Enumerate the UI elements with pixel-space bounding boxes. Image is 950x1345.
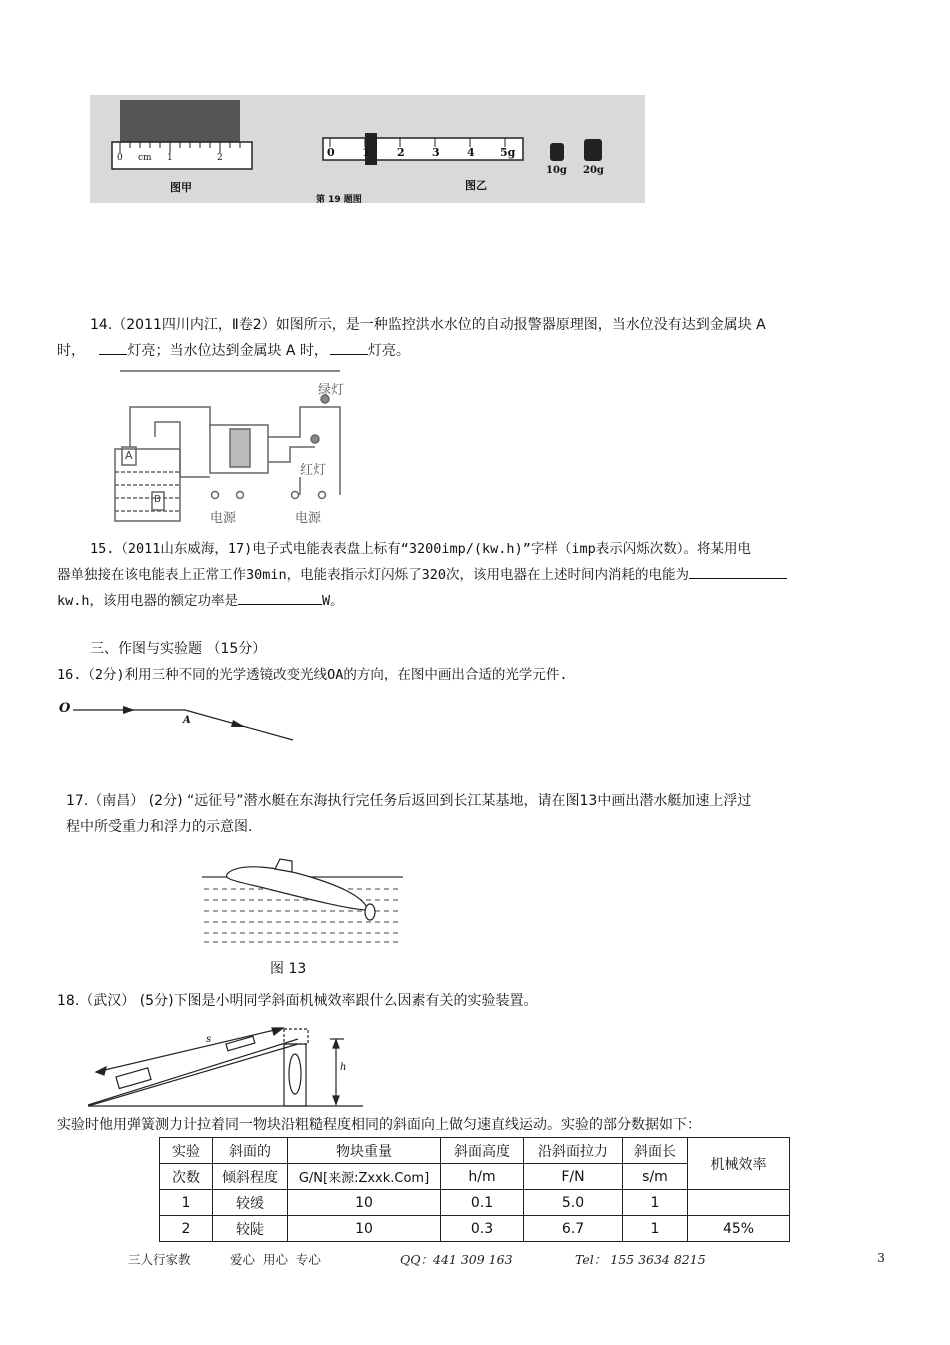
ruler-tick-2: 2 (217, 153, 223, 163)
balance-tick-1: 1 (362, 146, 370, 159)
figure-19 (90, 95, 645, 203)
q15-blank-2[interactable] (238, 590, 322, 605)
figure-light-ray (55, 697, 300, 747)
table-row (160, 1190, 790, 1216)
th-length-1: 斜面长 (623, 1138, 688, 1164)
th-force-2: F/N (524, 1164, 623, 1190)
q15-line1: 15.（2011山东威海，17)电子式电能表表盘上标有“3200imp/(kw.h)”字样（imp表示闪烁次数）。将某用电 (90, 541, 751, 557)
th-weight-1: 物块重量 (288, 1138, 441, 1164)
weight-20g: 20g (583, 165, 604, 176)
q18-text: 18.（武汉） (5分)下图是小明同学斜面机械效率跟什么因素有关的实验装置。 (57, 993, 538, 1009)
cell-slope: 较陡 (213, 1216, 288, 1242)
figure-alarm-circuit (90, 367, 350, 529)
figure-incline (88, 1022, 363, 1112)
ruler-tick-cm: cm (138, 153, 152, 163)
alarm-circuit-drawing (90, 367, 350, 529)
footer-org: 三人行家教 (128, 1252, 191, 1267)
cell-height: 0.3 (441, 1216, 524, 1242)
fig19-caption: 第 19 题图 (316, 195, 362, 205)
q17-line2: 程中所受重力和浮力的示意图. (66, 819, 253, 835)
q15-line3-b: W。 (322, 593, 344, 609)
fig19-label-b: 图乙 (465, 179, 487, 192)
incline-label-h: h (340, 1062, 347, 1073)
cell-trial: 1 (160, 1190, 213, 1216)
cell-force: 6.7 (524, 1216, 623, 1242)
th-force-1: 沿斜面拉力 (524, 1138, 623, 1164)
figure-13-caption: 图 13 (270, 961, 307, 977)
balance-tick-2: 2 (397, 146, 405, 159)
balance-tick-0: 0 (327, 146, 335, 159)
q15-line2-text: 器单独接在该电能表上正常工作30min，电能表指示灯闪烁了320次，该用电器在上述时间内消耗的电能为 (57, 567, 690, 583)
th-height-2: h/m (441, 1164, 524, 1190)
q14-blank-2[interactable] (330, 340, 368, 355)
q14-blank-1[interactable] (99, 340, 127, 355)
figure-13-submarine (200, 855, 405, 945)
th-efficiency: 机械效率 (688, 1138, 790, 1190)
q18-desc: 实验时他用弹簧测力计拉着同一物块沿粗糙程度相同的斜面向上做匀速直线运动。实验的部分数据如下： (57, 1117, 701, 1133)
footer-tel: Tel： 155 3634 8215 (575, 1252, 706, 1267)
q14-line1: 14.（2011四川内江，Ⅱ卷2）如图所示，是一种监控洪水水位的自动报警器原理图，当水位没有达到金属块 A (90, 317, 766, 333)
cell-efficiency: 45% (688, 1216, 790, 1242)
ruler-tick-0: 0 (117, 153, 123, 163)
cell-slope: 较缓 (213, 1190, 288, 1216)
table-row (160, 1216, 790, 1242)
th-slope-1: 斜面的 (213, 1138, 288, 1164)
alarm-label-A: A (125, 449, 133, 462)
th-height-1: 斜面高度 (441, 1138, 524, 1164)
cell-efficiency-blank[interactable] (688, 1190, 790, 1216)
th-length-2: s/m (623, 1164, 688, 1190)
q17-line1: 17.（南昌） (2分) “远征号”潜水艇在东海执行完任务后返回到长江某基地，请在图13中画出潜水艇加速上浮过 (66, 793, 752, 809)
balance-tick-3: 3 (432, 146, 440, 159)
th-slope-2: 倾斜程度 (213, 1164, 288, 1190)
point-O-label: O (59, 701, 71, 716)
footer-motto: 爱心 用心 专心 (230, 1252, 321, 1267)
q14-line2-b: 灯亮；当水位达到金属块 A 时， (127, 343, 328, 359)
th-trial-2: 次数 (160, 1164, 213, 1190)
power-label-2: 电源 (295, 511, 322, 526)
cell-length: 1 (623, 1216, 688, 1242)
submarine-drawing (200, 855, 405, 945)
experiment-table (159, 1137, 790, 1242)
cell-trial: 2 (160, 1216, 213, 1242)
footer (128, 1250, 888, 1268)
cell-weight: 10 (288, 1216, 441, 1242)
cell-length: 1 (623, 1190, 688, 1216)
point-A-label: A (183, 715, 191, 726)
q15-line3-a: kw.h，该用电器的额定功率是 (57, 593, 239, 609)
q16-text: 16.（2分)利用三种不同的光学透镜改变光线OA的方向，在图中画出合适的光学元件. (57, 667, 568, 683)
q15-line2 (57, 562, 787, 588)
ruler-tick-1: 1 (167, 153, 173, 163)
incline-label-s: s (206, 1034, 212, 1045)
light-ray-drawing (55, 697, 300, 747)
footer-qq: QQ：441 309 163 (400, 1252, 513, 1267)
q14-line2-c: 灯亮。 (367, 343, 410, 359)
alarm-label-B: B (154, 494, 161, 505)
q14-line2 (57, 338, 410, 364)
cell-weight: 10 (288, 1190, 441, 1216)
cell-height: 0.1 (441, 1190, 524, 1216)
fig19-label-a: 图甲 (170, 181, 192, 194)
incline-drawing (88, 1022, 363, 1112)
th-trial-1: 实验 (160, 1138, 213, 1164)
section-3-heading: 三、作图与实验题 （15分） (90, 641, 267, 657)
page-number: 3 (877, 1250, 885, 1265)
balance-tick-4: 4 (467, 146, 475, 159)
cell-force: 5.0 (524, 1190, 623, 1216)
th-weight-2: G/N[来源:Zxxk.Com] (288, 1164, 441, 1190)
q15-line3 (57, 588, 344, 614)
q14-line2-a: 时， (57, 343, 85, 359)
balance-tick-5g: 5g (500, 146, 516, 159)
table-header-row-1 (160, 1138, 790, 1164)
q15-blank-1[interactable] (689, 564, 787, 579)
weight-10g: 10g (546, 165, 567, 176)
green-light-label: 绿灯 (318, 383, 345, 398)
red-light-label: 红灯 (300, 463, 327, 478)
power-label-1: 电源 (210, 511, 237, 526)
